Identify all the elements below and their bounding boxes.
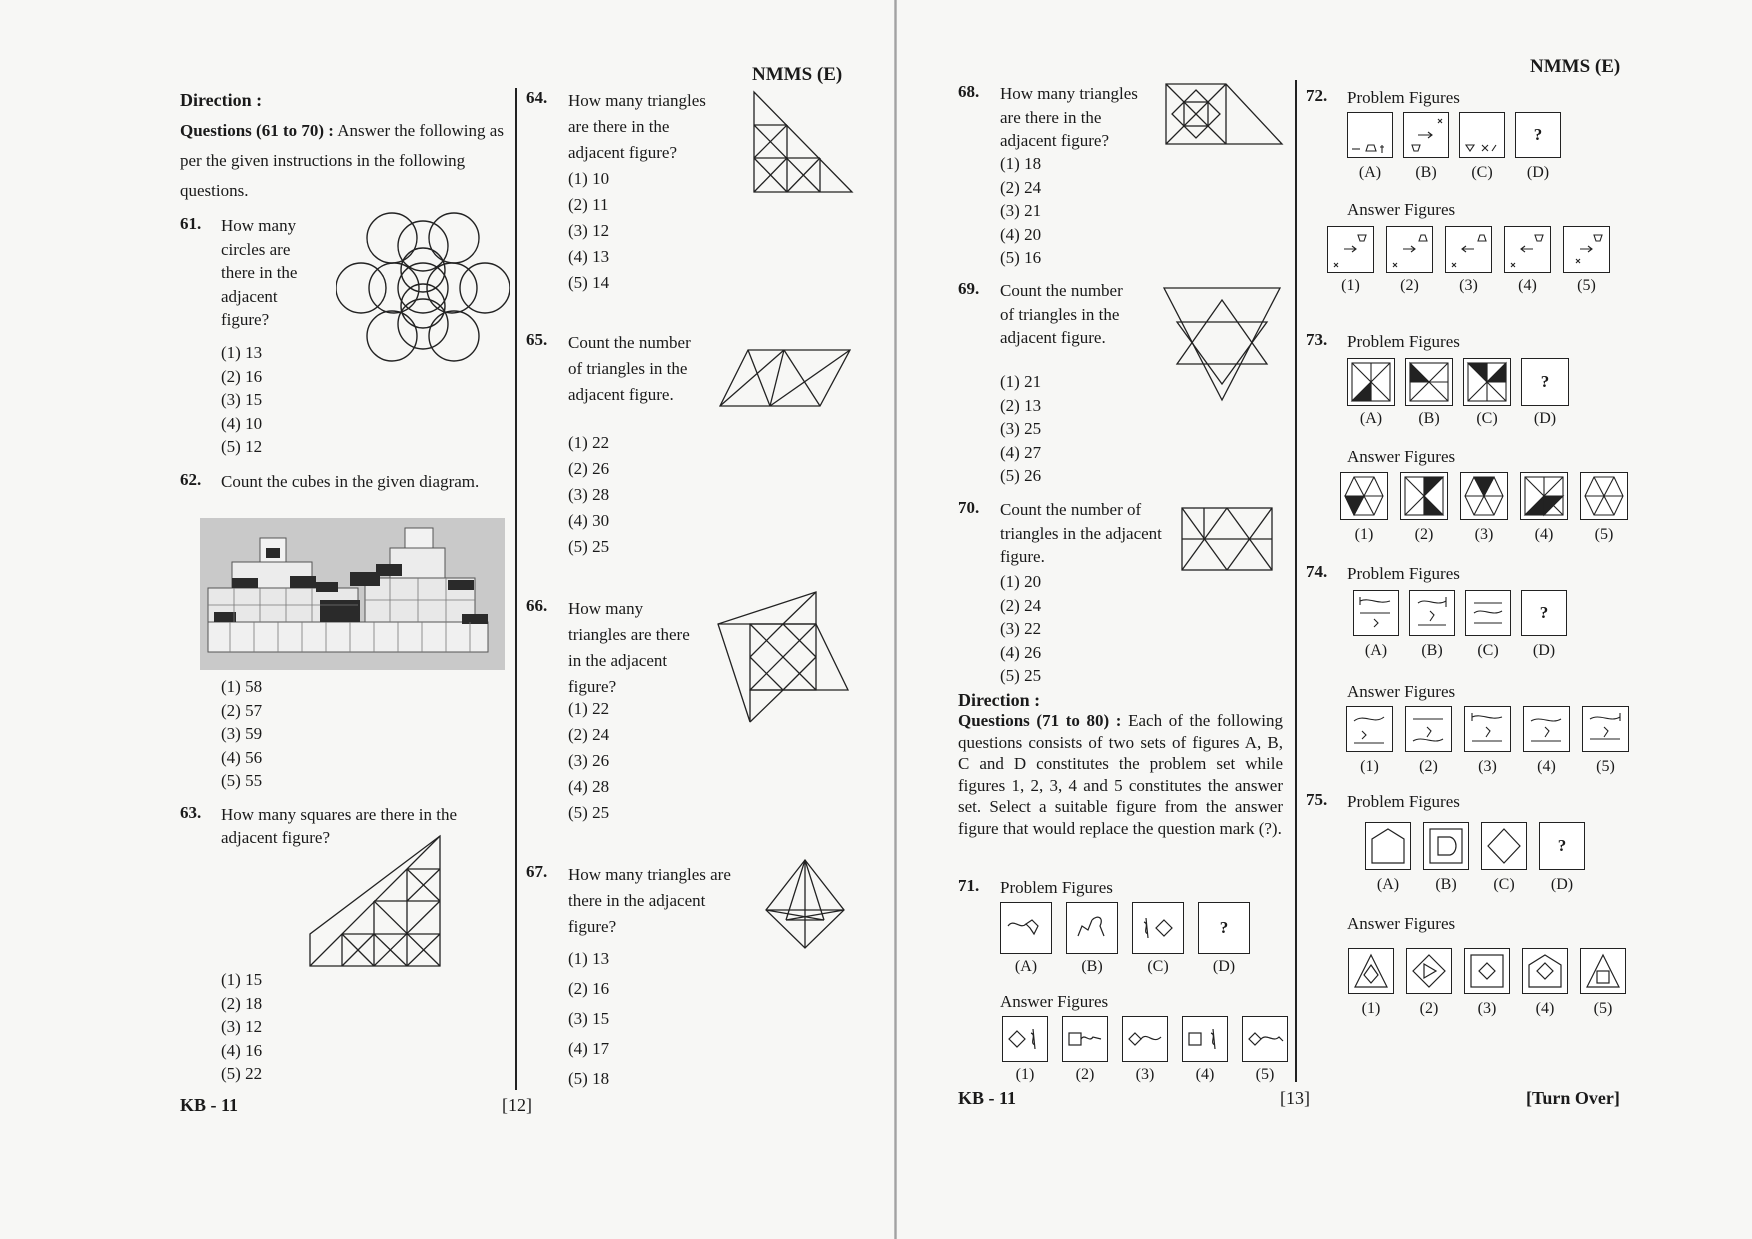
direction2-block (958, 710, 1283, 839)
direction-bold: Questions (61 to 70) : (180, 121, 334, 140)
q72-problem-figure-c (1459, 112, 1505, 158)
q73-problem-label: Problem Figures (1347, 332, 1460, 351)
q74-answer-figure-3[interactable] (1464, 706, 1511, 752)
number-label: (2) (1419, 758, 1438, 775)
number-label: (4) (1535, 1000, 1555, 1017)
direction2-title: Direction : (958, 690, 1041, 710)
q68-figure (1164, 82, 1284, 146)
q73-problem-figure-c (1463, 358, 1511, 406)
q70-option[interactable]: (4) 26 (1000, 642, 1042, 662)
letter-label: (B) (1081, 958, 1103, 975)
q63-option[interactable]: (1) 15 (221, 970, 263, 989)
q63-option[interactable]: (2) 18 (221, 993, 263, 1013)
q71-problem-figure-d: ? (1198, 902, 1250, 954)
q75-answer-figure-1[interactable] (1348, 948, 1394, 994)
q64-option[interactable]: (3) 12 (568, 221, 610, 240)
q67-option[interactable]: (2) 16 (568, 979, 610, 998)
q62-text: Count the cubes in the given diagram. (221, 472, 480, 491)
right-header-code: NMMS (E) (1530, 56, 1621, 77)
q68-option[interactable]: (1) 18 (1000, 154, 1042, 173)
number-label: (3) (1477, 1000, 1497, 1017)
q75-problem-figure-b (1423, 822, 1469, 870)
number-label: (1) (1354, 526, 1374, 543)
q63-number: 63. (180, 803, 202, 822)
letter-label: (A) (1014, 958, 1038, 975)
q75-problem-figure-a (1365, 822, 1411, 870)
q72-problem-figure-a (1347, 112, 1393, 158)
q73-problem-figure-d: ? (1521, 358, 1569, 406)
q69-option[interactable]: (2) 13 (1000, 395, 1042, 415)
q69-options (1000, 370, 1041, 488)
left-footer-code: KB - 11 (180, 1095, 239, 1115)
q65-option[interactable]: (4) 30 (568, 511, 610, 530)
q69-star-figure (1162, 284, 1282, 402)
q63-options (221, 968, 262, 1086)
number-label: (4) (1518, 277, 1537, 294)
q74-answer-figures (1346, 706, 1629, 752)
q75-answer-figure-3[interactable] (1464, 948, 1510, 994)
q73-problem-figure-b (1405, 358, 1453, 406)
direction-title: Direction : (180, 90, 263, 110)
letter-label: (D) (1533, 410, 1557, 427)
q72-answer-figure-3[interactable] (1445, 226, 1492, 273)
number-label: (3) (1478, 758, 1497, 775)
number-label: (1) (1015, 1066, 1035, 1083)
q71-answer-figure-5[interactable] (1242, 1016, 1288, 1062)
q75-problem-figure-d: ? (1539, 822, 1585, 870)
q73-number: 73. (1306, 330, 1328, 349)
q69-option[interactable]: (1) 21 (1000, 372, 1042, 391)
q75-answer-numbers (1348, 1000, 1626, 1018)
number-label: (5) (1577, 277, 1596, 294)
q74-problem-figure-a (1353, 590, 1399, 636)
q75-number: 75. (1306, 790, 1328, 809)
q72-problem-figure-d: ? (1515, 112, 1561, 158)
q74-problem-figure-b (1409, 590, 1455, 636)
q71-answer-figure-3[interactable] (1122, 1016, 1168, 1062)
q64-options (568, 166, 609, 296)
q66-star-figure (716, 590, 850, 724)
letter-label: (B) (1421, 642, 1443, 659)
number-label: (4) (1537, 758, 1556, 775)
q72-answer-figure-2[interactable] (1386, 226, 1433, 273)
q69-number: 69. (958, 279, 980, 298)
q69-option[interactable]: (4) 27 (1000, 442, 1042, 462)
q64-option[interactable]: (5) 14 (568, 273, 610, 292)
q68-number: 68. (958, 82, 980, 101)
q65-options (568, 430, 609, 560)
letter-label: (D) (1526, 164, 1550, 181)
q62-option[interactable]: (1) 58 (221, 677, 263, 696)
number-label: (2) (1075, 1066, 1095, 1083)
q74-problem-letters (1353, 642, 1567, 660)
q75-problem-figure-c (1481, 822, 1527, 870)
letter-label: (C) (1476, 410, 1498, 427)
number-label: (5) (1596, 758, 1615, 775)
letter-label: (B) (1435, 876, 1457, 893)
q71-answer-label: Answer Figures (1000, 992, 1109, 1011)
q74-problem-figure-d: ? (1521, 590, 1567, 636)
letter-label: (C) (1477, 642, 1499, 659)
q72-answer-figure-1[interactable] (1327, 226, 1374, 273)
q66-option[interactable]: (2) 24 (568, 725, 610, 744)
q65-option[interactable]: (5) 25 (568, 537, 610, 556)
q72-problem-figures (1347, 112, 1561, 158)
right-column-divider (1295, 80, 1297, 1082)
q69-option[interactable]: (3) 25 (1000, 419, 1042, 439)
q65-option[interactable]: (1) 22 (568, 433, 610, 452)
q61-options (221, 341, 262, 459)
letter-label: (C) (1471, 164, 1493, 181)
q74-problem-label: Problem Figures (1347, 564, 1460, 583)
q68-option[interactable]: (5) 16 (1000, 248, 1042, 268)
q66-text: How many triangles are there in the adjacent figure? (568, 599, 690, 696)
q73-answer-label: Answer Figures (1347, 447, 1456, 466)
q66-option[interactable]: (3) 26 (568, 751, 610, 770)
q70-figure (1180, 506, 1274, 572)
q63-text: How many squares are there in the adjacent figure? (221, 805, 458, 847)
q74-answer-label: Answer Figures (1347, 682, 1456, 701)
q64-option[interactable]: (2) 11 (568, 195, 609, 214)
q71-answer-figure-2[interactable] (1062, 1016, 1108, 1062)
q75-answer-label: Answer Figures (1347, 914, 1456, 933)
q74-answer-figure-1[interactable] (1346, 706, 1393, 752)
q62-option[interactable]: (3) 59 (221, 724, 263, 744)
q72-answer-figure-5[interactable] (1563, 226, 1610, 273)
q70-number: 70. (958, 498, 980, 517)
q62-options (221, 675, 262, 793)
q72-problem-letters (1347, 164, 1561, 182)
q68-option[interactable]: (3) 21 (1000, 201, 1042, 221)
q68-option[interactable]: (4) 20 (1000, 224, 1042, 244)
q65-option[interactable]: (3) 28 (568, 485, 610, 504)
q63-option[interactable]: (3) 12 (221, 1017, 263, 1037)
direction-text: Answer the following as per the given instructions in the following questions. (180, 121, 504, 200)
q68-text: How many triangles are there in the adjacent figure? (1000, 84, 1138, 150)
number-label: (3) (1135, 1066, 1155, 1083)
q69-text: Count the number of triangles in the adjacent figure. (1000, 281, 1123, 347)
direction2-bold: Questions (71 to 80) : (958, 711, 1122, 730)
q73-problem-figures (1347, 358, 1569, 406)
q74-problem-figure-c (1465, 590, 1511, 636)
q65-number: 65. (526, 330, 548, 349)
q75-problem-letters (1365, 876, 1585, 894)
q66-options (568, 696, 609, 826)
q67-option[interactable]: (1) 13 (568, 949, 610, 968)
q75-problem-label: Problem Figures (1347, 792, 1460, 811)
q75-answer-figure-5[interactable] (1580, 948, 1626, 994)
q62-option[interactable]: (5) 55 (221, 771, 263, 791)
q66-option[interactable]: (4) 28 (568, 777, 610, 796)
number-label: (2) (1400, 277, 1419, 294)
q61-option[interactable]: (1) 13 (221, 343, 263, 362)
q72-number: 72. (1306, 86, 1328, 105)
q68-options (1000, 152, 1041, 270)
number-label: (3) (1474, 526, 1494, 543)
q70-option[interactable]: (3) 22 (1000, 619, 1042, 639)
q63-squares-figure (308, 834, 442, 968)
direction2-text: Each of the following questions consists of two sets of figures A, B, C and D constitutes the problem set while figures 1, 2, 3, 4 and 5 constitutes the answer set. Select a suitable figure from the answer figure that would replace the question mark (?). (958, 711, 1284, 838)
q73-answer-figure-3[interactable] (1460, 472, 1508, 520)
q71-problem-label: Problem Figures (1000, 878, 1113, 897)
right-page-number: [13] (1280, 1088, 1310, 1108)
letter-label: (A) (1364, 642, 1388, 659)
q61-option[interactable]: (4) 10 (221, 413, 263, 433)
q73-problem-letters (1347, 410, 1569, 428)
q66-number: 66. (526, 596, 548, 615)
q71-problem-figure-a (1000, 902, 1052, 954)
q67-option[interactable]: (5) 18 (568, 1069, 610, 1088)
q66-option[interactable]: (5) 25 (568, 803, 610, 822)
letter-label: (A) (1358, 164, 1382, 181)
letter-label: (D) (1532, 642, 1556, 659)
q64-number: 64. (526, 88, 548, 107)
q64-option[interactable]: (1) 10 (568, 169, 610, 188)
number-label: (3) (1459, 277, 1478, 294)
q73-answer-figure-5[interactable] (1580, 472, 1628, 520)
q71-answer-numbers (1002, 1066, 1288, 1084)
q61-option[interactable]: (5) 12 (221, 437, 263, 457)
q73-problem-figure-a (1347, 358, 1395, 406)
q61-text: How many circles are there in the adjacent figure? (221, 216, 298, 329)
number-label: (4) (1195, 1066, 1215, 1083)
letter-label: (A) (1376, 876, 1400, 893)
turn-over-label: [Turn Over] (1526, 1088, 1620, 1108)
q74-answer-numbers (1346, 758, 1629, 776)
q72-answer-numbers (1327, 277, 1610, 295)
number-label: (5) (1255, 1066, 1275, 1083)
letter-label: (C) (1493, 876, 1515, 893)
q70-options (1000, 570, 1041, 688)
q65-parallelogram-figure (718, 348, 852, 408)
q74-number: 74. (1306, 562, 1328, 581)
q71-answer-figure-4[interactable] (1182, 1016, 1228, 1062)
q67-pyramid-figure (764, 858, 846, 950)
direction-block (180, 116, 506, 206)
q71-answer-figure-1[interactable] (1002, 1016, 1048, 1062)
q74-answer-figure-4[interactable] (1523, 706, 1570, 752)
q70-option[interactable]: (5) 25 (1000, 666, 1042, 686)
q75-answer-figure-2[interactable] (1406, 948, 1452, 994)
letter-label: (D) (1550, 876, 1574, 893)
q75-problem-figures (1365, 822, 1585, 870)
number-label: (1) (1361, 1000, 1381, 1017)
q67-options (568, 944, 609, 1094)
q74-problem-figures (1353, 590, 1567, 636)
q66-option[interactable]: (1) 22 (568, 699, 610, 718)
number-label: (1) (1360, 758, 1379, 775)
letter-label: (B) (1418, 410, 1440, 427)
number-label: (1) (1341, 277, 1360, 294)
q61-option[interactable]: (2) 16 (221, 366, 263, 386)
q73-answer-figure-4[interactable] (1520, 472, 1568, 520)
number-label: (2) (1414, 526, 1434, 543)
q72-problem-figure-b (1403, 112, 1449, 158)
page-fold (894, 0, 897, 1239)
q65-text: Count the number of triangles in the adjacent figure. (568, 333, 691, 404)
q62-option[interactable]: (2) 57 (221, 700, 263, 720)
q70-text: Count the number of triangles in the adjacent figure. (1000, 500, 1162, 566)
q75-answer-figures (1348, 948, 1626, 994)
q70-option[interactable]: (2) 24 (1000, 595, 1042, 615)
number-label: (2) (1419, 1000, 1439, 1017)
q71-problem-letters (1000, 958, 1250, 976)
q68-option[interactable]: (2) 24 (1000, 177, 1042, 197)
q67-number: 67. (526, 862, 548, 881)
left-header-code: NMMS (E) (752, 64, 843, 85)
q70-option[interactable]: (1) 20 (1000, 572, 1042, 591)
q71-answer-figures (1002, 1016, 1288, 1062)
q65-option[interactable]: (2) 26 (568, 459, 610, 478)
q67-option[interactable]: (4) 17 (568, 1039, 610, 1058)
q71-number: 71. (958, 876, 980, 895)
q61-option[interactable]: (3) 15 (221, 390, 263, 410)
q74-answer-figure-5[interactable] (1582, 706, 1629, 752)
q72-answer-label: Answer Figures (1347, 200, 1456, 219)
letter-label: (D) (1212, 958, 1236, 975)
letter-label: (A) (1359, 410, 1383, 427)
q72-answer-figure-4[interactable] (1504, 226, 1551, 273)
q75-answer-figure-4[interactable] (1522, 948, 1568, 994)
q73-answer-figure-2[interactable] (1400, 472, 1448, 520)
q71-problem-figures (1000, 902, 1250, 954)
q72-answer-figures (1327, 226, 1610, 273)
q64-text: How many triangles are there in the adjacent figure? (568, 91, 706, 162)
q64-triangle-figure (752, 90, 854, 194)
q73-answer-numbers (1340, 526, 1628, 544)
left-column-divider (515, 88, 517, 1090)
letter-label: (C) (1147, 958, 1169, 975)
q67-option[interactable]: (3) 15 (568, 1009, 610, 1028)
q73-answer-figure-1[interactable] (1340, 472, 1388, 520)
q63-option[interactable]: (4) 16 (221, 1040, 263, 1060)
q62-number: 62. (180, 470, 202, 489)
q69-option[interactable]: (5) 26 (1000, 466, 1042, 486)
q63-option[interactable]: (5) 22 (221, 1064, 263, 1084)
q62-cubes-figure (200, 518, 505, 670)
q71-problem-figure-c (1132, 902, 1184, 954)
number-label: (4) (1534, 526, 1554, 543)
left-page-number: [12] (502, 1095, 532, 1115)
q74-answer-figure-2[interactable] (1405, 706, 1452, 752)
q67-text: How many triangles are there in the adjacent figure? (568, 865, 731, 936)
q73-answer-figures (1340, 472, 1628, 520)
q61-circles-figure (336, 212, 510, 364)
right-footer-code: KB - 11 (958, 1088, 1017, 1108)
q62-option[interactable]: (4) 56 (221, 747, 263, 767)
number-label: (5) (1594, 526, 1614, 543)
number-label: (5) (1593, 1000, 1613, 1017)
letter-label: (B) (1415, 164, 1437, 181)
q72-problem-label: Problem Figures (1347, 88, 1460, 107)
q64-option[interactable]: (4) 13 (568, 247, 610, 266)
q61-number: 61. (180, 214, 202, 233)
q71-problem-figure-b (1066, 902, 1118, 954)
